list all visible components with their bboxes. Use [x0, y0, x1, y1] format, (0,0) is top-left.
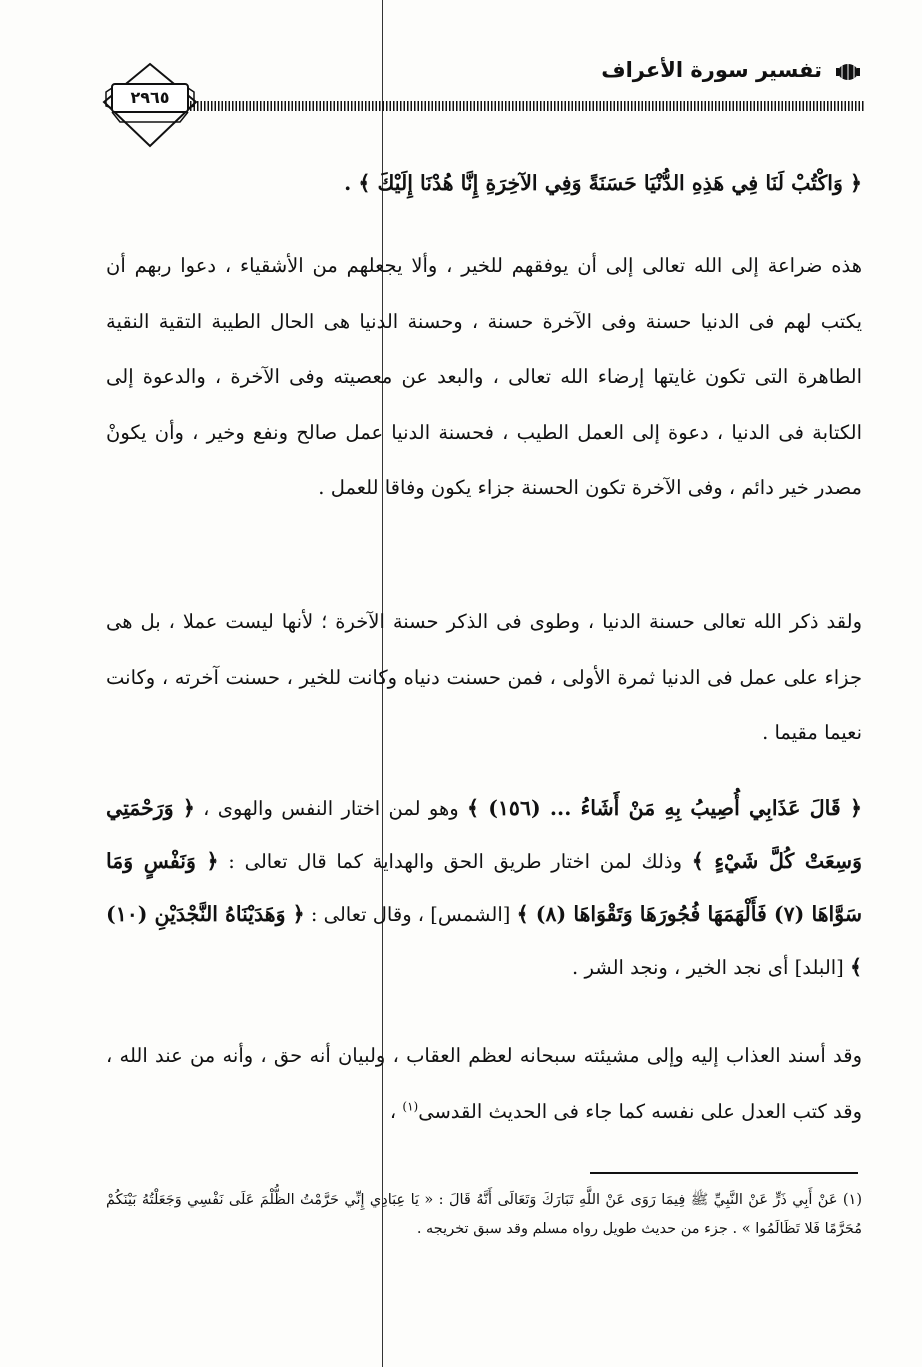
paragraph-3 [106, 782, 862, 994]
paragraph-3-text-4: [البلد] أى نجد الخير ، ونجد الشر . [572, 956, 850, 979]
verse-quote-2: ﴿ وَرَحْمَتِي وَسِعَتْ كُلَّ شَيْءٍ ﴾ [106, 796, 862, 873]
footnote-marker: (١) [402, 1099, 419, 1113]
page-header-title: تفسير سورة الأعراف [601, 58, 822, 82]
paragraph-3-text-3: [الشمس] ، وقال تعالى : [304, 903, 517, 926]
header-ornament-icon [834, 62, 862, 82]
verse-quote-1: ﴿ قَالَ عَذَابِي أُصِيبُ بِهِ مَنْ أَشَاءُ ... (١٥٦) ﴾ [466, 796, 862, 820]
verse-quote-3: ﴿ وَنَفْسٍ وَمَا سَوَّاهَا (٧) فَأَلْهَمَهَا فُجُورَهَا وَتَقْوَاهَا (٨) ﴾ [106, 849, 862, 926]
page-number: ٢٩٦٥ [130, 88, 170, 107]
footnote-separator [590, 1172, 858, 1174]
paragraph-3-text-1: وهو لمن اختار النفس والهوى ، [194, 797, 467, 820]
paragraph-4-end: ، [389, 1099, 403, 1123]
verse-quote-4: ﴿ وَهَدَيْنَاهُ النَّجْدَيْنِ (١٠) ﴾ [105, 902, 862, 979]
paragraph-3-text-2: وذلك لمن اختار طريق الحق والهداية كما قال تعالى : [218, 850, 692, 873]
opening-verse: ﴿ وَاكْتُبْ لَنَا فِي هَذِهِ الدُّنْيَا حَسَنَةً وَفِي الآخِرَةِ إِنَّا هُدْنَا إِلَيْكَ ﴾ . [344, 171, 862, 195]
paragraph-1: هذه ضراعة إلى الله تعالى إلى أن يوفقهم للخير ، وألا يجعلهم من الأشقياء ، دعوا ربهم أن يكتب لهم فى الدنيا حسنة وفى الآخرة حسنة ، وحسنة الدنيا هى الحال الطيبة التقية النقية الطاهرة التى تكون غايتها إرضاء الله تعالى ، والبعد عن معصيته وفى الآخرة ، والدعوة إلى الكتابة فى الدنيا ، دعوة إلى العمل الطيب ، فحسنة الدنيا عمل صالح ونفع وخير ، وأن يكونْ مصدر خير دائم ، وفى الآخرة تكون الحسنة جزاء يكون وفاقا للعمل . [106, 254, 862, 499]
paragraph-4-text: وقد أسند العذاب إليه وإلى مشيئته سبحانه لعظم العقاب ، ولبيان أنه حق ، وأنه من عند الله ، وقد كتب العدل على نفسه كما جاء فى الحديث القدسى [106, 1044, 862, 1123]
paragraph-2: ولقد ذكر الله تعالى حسنة الدنيا ، وطوى فى الذكر حسنة الآخرة ؛ لأنها ليست عملا ، بل هى جزاء على عمل فى الدنيا ثمرة الأولى ، فمن حسنت دنياه وكانت للخير ، حسنت آخرته ، وكانت نعيما مقيما . [106, 610, 862, 744]
header-rule [190, 101, 864, 111]
footnote-1: (١) عَنْ أَبِي ذَرٍّ عَنْ النَّبِيِّ ﷺ فِيمَا رَوَى عَنْ اللَّهِ تَبَارَكَ وَتَعَالَى أَنَّهُ قَالَ : « يَا عِبَادِي إِنِّي حَرَّمْتُ الظُّلْمَ عَلَى نَفْسِي وَجَعَلْتُهُ بَيْنَكُمْ مُحَرَّمًا فَلا تَظَالَمُوا » . جزء من حديث طويل رواه مسلم وقد سبق تخريجه . [106, 1192, 862, 1237]
paragraph-4 [106, 1028, 862, 1139]
